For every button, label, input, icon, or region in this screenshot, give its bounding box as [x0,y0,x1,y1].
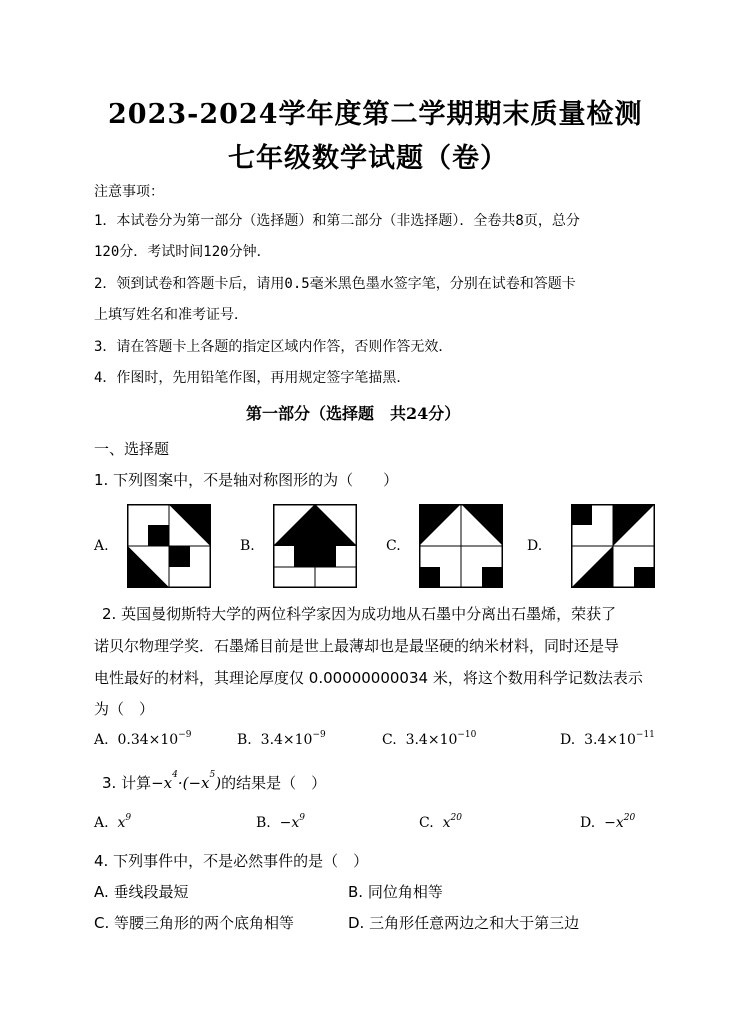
q2-option-b: B. $3.4\times 10^{-9}$ [237,730,326,748]
q1-figure-a [127,504,211,588]
exam-title-line2: 七年级数学试题（卷） [228,143,508,174]
q1-stem: 1. 下列图案中，不是轴对称图形的为（ ） [94,471,399,489]
q4-option-c: C. 等腰三角形的两个底角相等 [94,914,295,932]
part-one-heading: 第一部分（选择题 共24分） [246,404,461,423]
q2-line-2: 诺贝尔物理学奖．石墨烯目前是世上最薄却也是最坚硬的纳米材料，同时还是导 [94,637,620,655]
q4-option-b: B. 同位角相等 [348,883,443,901]
exam-title-line1: 2023-2024学年度第二学期期末质量检测 [108,99,643,130]
q4-option-a: A. 垂线段最短 [94,883,189,901]
q3-option-d: D. $-x^{20}$ [580,813,636,831]
section-heading: 一、选择题 [94,440,170,458]
note-4: 4．作图时，先用铅笔作图，再用规定签字笔描黑． [94,370,411,386]
q1-option-d-label: D. [527,538,543,554]
note-1-line-2: 120分．考试时间120分钟． [94,244,271,260]
notes-heading: 注意事项： [94,184,164,200]
note-3: 3．请在答题卡上各题的指定区域内作答，否则作答无效． [94,339,453,355]
q1-figure-b [273,504,357,588]
q1-figure-c [419,504,503,588]
q4-option-d: D. 三角形任意两边之和大于第三边 [348,914,580,932]
q3-stem: 3. 计算$-x^4\cdot(-x^5)$的结果是（ ） [102,770,327,792]
q1-option-c-label: C. [386,538,401,554]
note-2-line-1: 2．领到试卷和答题卡后，请用0.5毫米黑色墨水签字笔，分别在试卷和答题卡 [94,276,576,292]
q3-option-b: B. $-x^9$ [256,813,306,831]
q2-line-4: 为（ ） [94,700,155,718]
q4-stem: 4. 下列事件中，不是必然事件的是（ ） [94,852,369,870]
q1-option-a-label: A. [94,538,109,554]
q1-option-b-label: B. [240,538,255,554]
q2-line-1: 2. 英国曼彻斯特大学的两位科学家因为成功地从石墨中分离出石墨烯，荣获了 [102,605,617,623]
note-1-line-1: 1．本试卷分为第一部分（选择题）和第二部分（非选择题）．全卷共8页，总分 [94,213,580,229]
q3-expression: $-x^4\cdot(-x^5)$ [151,770,222,792]
q2-option-d: D. $3.4\times 10^{-11}$ [560,730,655,748]
q3-option-c: C. $x^{20}$ [419,813,462,831]
q3-option-a: A. $x^9$ [94,813,132,831]
q2-line-3: 电性最好的材料，其理论厚度仅 0.00000000034 米，将这个数用科学记数法表示 [94,669,643,687]
note-2-line-2: 上填写姓名和准考证号． [94,307,248,323]
q2-option-a: A. $0.34\times 10^{-9}$ [94,730,192,748]
q2-option-c: C. $3.4\times 10^{-10}$ [382,730,477,748]
q1-figure-d [571,504,655,588]
